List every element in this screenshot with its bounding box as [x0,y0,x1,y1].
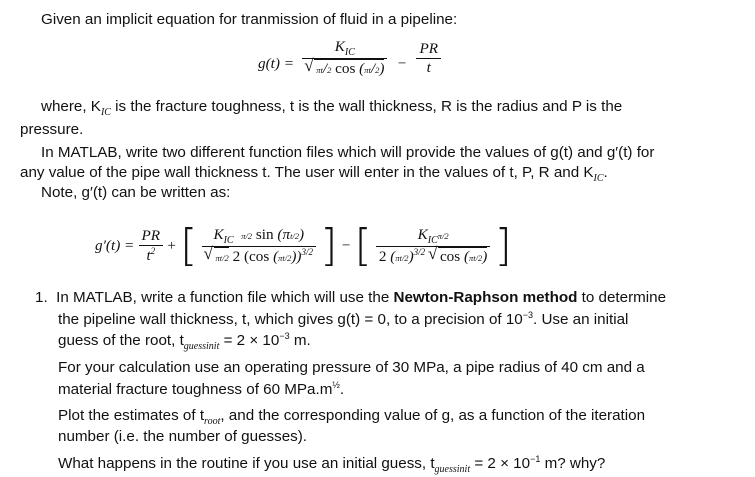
question-1-line-3 [58,331,311,352]
q1-line3-sub: guessinit [183,341,220,353]
para2-line-2 [58,380,344,398]
q1-line1-a: In MATLAB, write a function file which will use the [56,289,394,306]
para3-line-1 [58,407,645,427]
para2-line2-b: . [339,381,345,399]
para2-line2-a: material fracture toughness of 60 MPa.m [58,381,333,399]
eq2-two: 2 [378,248,387,266]
eq2-cos2: cos [439,248,461,266]
eq1-num2: PR [419,39,439,57]
eq1-den2: t [416,58,441,77]
eq1-lhs: g(t) = [258,55,294,73]
matlab-line-2: any value of the pipe wall thickness t. The user will enter in the values of t, P, R and $K_{IC}$. [20,164,608,185]
question-1-line-1 [35,289,666,306]
eq2-k2: K [417,225,428,243]
q1-line1-b: to determine [577,289,667,306]
eq2-fraction-a: $K_{IC}$ π/2 sin (πt/2) √ πt/2 2 (cos (πt/2))$^{3/2}$ [202,226,316,266]
matlab-line-1: In MATLAB, write two different function files which will provide the values of g(t) and g′(t) for [41,144,655,161]
eq2-right-bracket-2: ] [494,220,512,271]
q1-line3-exp: −3 [279,331,290,341]
equation-g-prime [95,220,512,271]
q1-newton-raphson: Newton-Raphson method [393,289,578,306]
q1-line3-b: = 2 × 10 [219,332,280,350]
eq2-t: t [146,247,151,265]
eq1-fraction-2 [416,40,441,77]
para3-line1-sub: root [204,416,221,428]
para3-line-2: number (i.e. the number of guesses). [58,428,308,445]
q1-line3-c: m. [289,332,311,350]
eq1-fraction-1: $K_{IC}$ √ πt/2 cos (πt/2) [302,38,387,78]
para4-b: = 2 × 10 [470,455,531,473]
eq2-left-bracket-2: [ [354,220,372,271]
q1-line2-exp: −3 [522,310,533,320]
question-1-line-2 [58,310,628,328]
matlab-line-2-text: any value of the pipe wall thickness t. The user will enter in the values of t, P, R and K [20,164,594,181]
eq1-num1: K [334,38,345,55]
para4-sub: guessinit [434,464,471,476]
para4-exp: −1 [530,454,541,464]
eq1-num1-sub: IC [344,47,355,59]
matlab-line-2-end: . [603,164,608,181]
intro-text: Given an implicit equation for tranmission of fluid in a pipeline: [41,11,458,28]
where-line: where, $K_{IC}$ is the fracture toughness, t is the wall thickness, R is the radius and P is the [41,98,623,119]
pressure-word: pressure. [20,121,84,138]
eq2-left-bracket-1: [ [180,220,198,271]
equation-g [258,38,441,78]
eq1-minus: − [397,55,407,73]
q1-line2: the pipeline wall thickness, t, which gives g(t) = 0, to a precision of 10 [58,311,523,329]
eq2-right-bracket-1: ] [320,220,338,271]
eq2-k1: K [213,225,224,243]
para4-c: m? why? [540,455,606,473]
eq2-fraction-pr: $\frac{PR}{t^2}$ [139,227,164,265]
para3-line1-a: Plot the estimates of t [58,407,205,424]
para3-line1-b: , and the corresponding value of g, as a function of the iteration [220,407,646,424]
para4-line [58,454,605,475]
para2-line-1: For your calculation use an operating pressure of 30 MPa, a pipe radius of 40 cm and a [58,359,645,376]
eq2-cos1: 2 (cos [232,248,270,266]
eq2-fraction-b: $\frac{K_{IC}\pi/2}{2 (\pi t/2)^{3/2} √ \cos (\pi t/2)}$ [376,226,490,266]
eq1-cos: cos [335,60,356,78]
eq2-minus: − [341,237,351,255]
para4-a: What happens in the routine if you use an initial guess, t [58,455,435,473]
q1-line2-b: . Use an initial [533,311,629,329]
note-line: Note, g′(t) can be written as: [41,184,231,201]
where-prefix: where, K [41,98,101,115]
eq2-sin: sin [255,225,274,243]
eq2-plus: + [167,237,176,255]
q1-line3-a: guess of the root, t [58,332,184,350]
eq2-lhs: g′(t) = [95,237,135,255]
para2-line2-exp: ½ [332,380,340,390]
q1-number: 1. [35,289,48,306]
where-rest: is the fracture toughness, t is the wall thickness, R is the radius and P is the [110,98,623,115]
eq2-pr: PR [141,226,161,244]
